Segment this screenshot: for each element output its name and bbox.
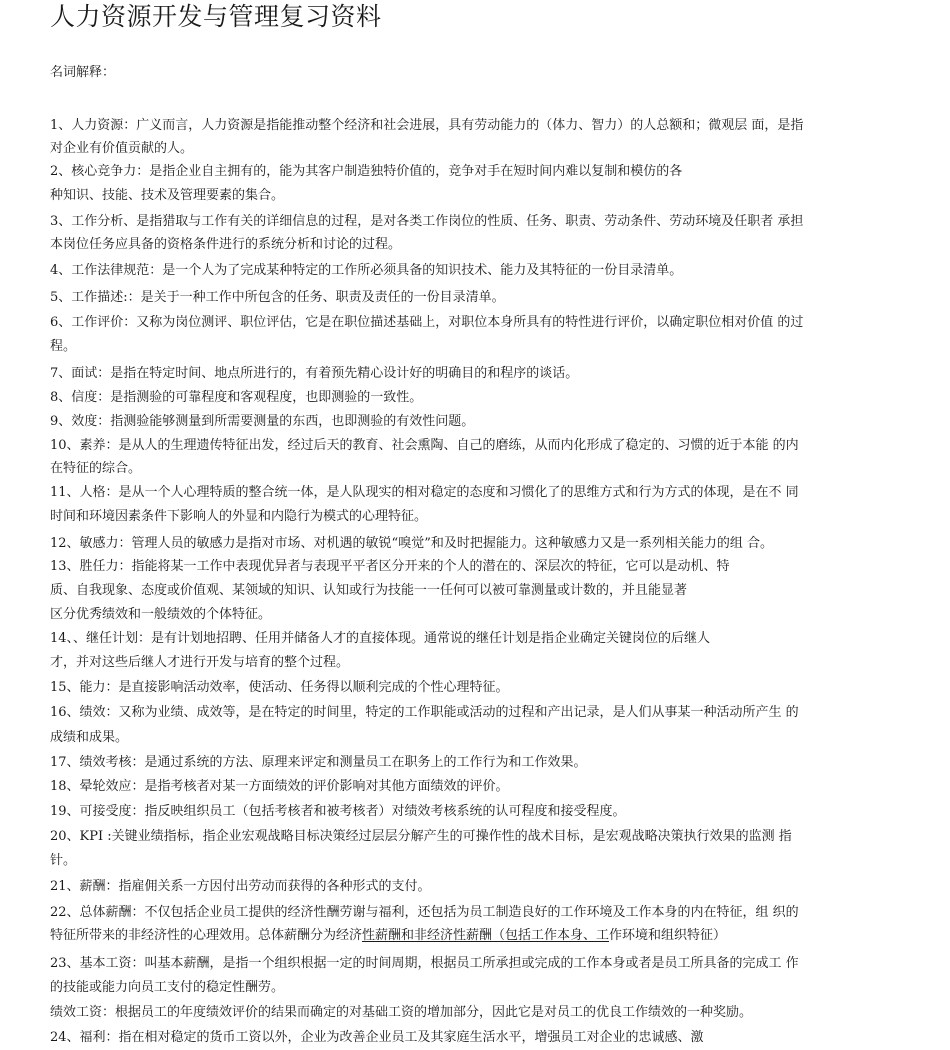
definition-line: 6、工作评价：又称为岗位测评、职位评估，它是在职位描述基础上，对职位本身所具有的特性进行评价，以确定职位相对价值 的过 [50,315,804,330]
definition-line: 21、薪酬：指雇佣关系一方因付出劳动而获得的各种形式的支付。 [50,879,431,894]
definition-line: 2、核心竞争力：是指企业自主拥有的，能为其客户制造独特价值的，竞争对手在短时间内难以复制和模仿的各 [50,164,683,179]
definition-line: 12、敏感力：管理人员的敏感力是指对市场、对机遇的敏锐“嗅觉”和及时把握能力。这种敏感力又是一系列相关能力的组 合。 [50,536,773,551]
definition-line: 16、绩效：又称为业绩、成效等，是在特定的时间里，特定的工作职能或活动的过程和产出记录，是人们从事某一种活动所产生 的 [50,705,799,720]
definition-line: 17、绩效考核：是通过系统的方法、原理来评定和测量员工在职务上的工作行为和工作效果。 [50,755,587,770]
definition-line: 11、人格：是从一个人心理特质的整合统一体，是人队现实的相对稳定的态度和习惯化了的思维方式和行为方式的体现，是在不 同 [50,485,799,500]
definition-line: 13、胜任力：指能将某一工作中表现优异者与表现平平者区分开来的个人的潜在的、深层次的特征，它可以是动机、特 [50,559,730,574]
definition-line: 19、可接受度：指反映组织员工（包括考核者和被考核者）对绩效考核系统的认可程度和接受程度。 [50,804,626,819]
definition-line: 程。 [50,339,77,354]
definition-line: 针。 [50,853,77,868]
definition-line: 22、总体薪酬：不仅包括企业员工提供的经济性酬劳谢与福利，还包括为员工制造良好的工作环境及工作本身的内在特征，组 织的 [50,905,799,920]
definition-line: 7、面试：是指在特定时间、地点所进行的，有着预先精心设计好的明确目的和程序的谈话。 [50,366,579,381]
definition-line: 时间和环境因素条件下影响人的外显和内隐行为模式的心理特征。 [50,509,428,524]
text-segment: 特征所带来的非经济性的心理效用。总体薪酬分为经济 [50,928,363,943]
text-segment: 作环境和组织特征） [609,928,727,943]
document-title: 人力资源开发与管理复习资料 [50,2,382,31]
definition-line: 8、信度：是指测验的可靠程度和客观程度，也即测验的一致性。 [50,390,423,405]
definition-line: 14、、继任计划：是有计划地招聘、任用并储备人才的直接体现。通常说的继任计划是指企业确定关键岗位的后继人 [50,631,711,646]
section-heading: 名词解释： [50,65,116,80]
definition-line: 23、基本工资：叫基本薪酬，是指一个组织根据一定的时间周期，根据员工所承担或完成的工作本身或者是员工所具备的完成工 作 [50,956,799,971]
definition-line: 成绩和成果。 [50,730,129,745]
definition-line: 1、人力资源：广义而言，人力资源是指能推动整个经济和社会进展，具有劳动能力的（体力、智力）的人总额和；微观层 面，是指 [50,118,804,133]
underlined-text: 性薪酬和非经济性薪酬（包括工作本身、工 [362,928,610,943]
definition-line: 20、KPI :关键业绩指标，指企业宏观战略目标决策经过层层分解产生的可操作性的战术目标，是宏观战略决策执行效果的监测 指 [50,829,792,844]
definition-line: 区分优秀绩效和一般绩效的个体特征。 [50,607,272,622]
definition-line-22-continued [50,927,726,945]
definition-line: 对企业有价值贡献的人。 [50,141,194,156]
definition-line: 种知识、技能、技术及管理要素的集合。 [50,188,285,203]
definition-line: 24、福利：指在相对稳定的货币工资以外，企业为改善企业员工及其家庭生活水平，增强员工对企业的忠诚感、激 [50,1030,704,1045]
definition-line: 9、效度：指测验能够测量到所需要测量的东西，也即测验的有效性问题。 [50,414,475,429]
definition-line: 5、工作描述:：是关于一种工作中所包含的任务、职责及责任的一份目录清单。 [50,290,505,305]
definition-line: 绩效工资：根据员工的年度绩效评价的结果而确定的对基础工资的增加部分，因此它是对员工的优良工作绩效的一种奖励。 [50,1005,753,1020]
definition-line: 的技能或能力向员工支付的稳定性酬劳。 [50,980,285,995]
definition-line: 在特征的综合。 [50,461,142,476]
definition-line: 10、素养：是从人的生理遗传特征出发，经过后天的教育、社会熏陶、自己的磨练，从而内化形成了稳定的、习惯的近于本能 的内 [50,438,799,453]
definition-line: 18、晕轮效应：是指考核者对某一方面绩效的评价影响对其他方面绩效的评价。 [50,779,509,794]
definition-line: 质、自我现象、态度或价值观、某领域的知识、认知或行为技能一一任何可以被可靠测量或计数的，并且能显著 [50,583,688,598]
definition-line: 本岗位任务应具备的资格条件进行的系统分析和讨论的过程。 [50,237,402,252]
definition-line: 15、能力：是直接影响活动效率，使活动、任务得以顺利完成的个性心理特征。 [50,680,509,695]
definition-line: 3、工作分析、是指猎取与工作有关的详细信息的过程，是对各类工作岗位的性质、任务、职责、劳动条件、劳动环境及任职者 承担 [50,214,804,229]
definition-line: 4、工作法律规范：是一个人为了完成某种特定的工作所必须具备的知识技术、能力及其特征的一份目录清单。 [50,263,683,278]
definition-line: 才，并对这些后继人才进行开发与培育的整个过程。 [50,655,350,670]
